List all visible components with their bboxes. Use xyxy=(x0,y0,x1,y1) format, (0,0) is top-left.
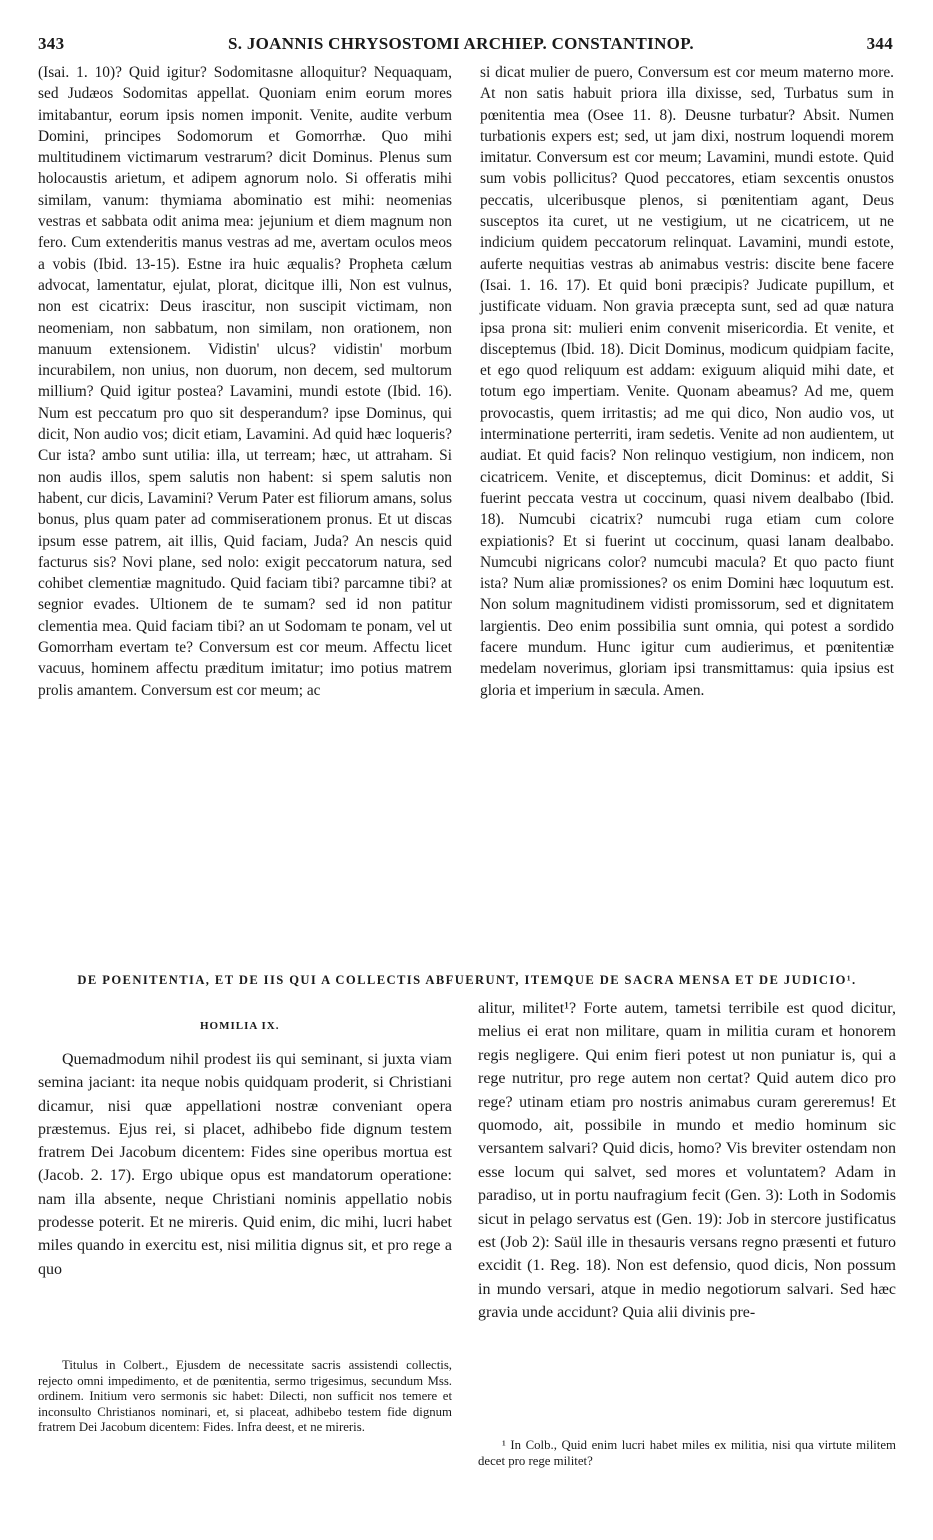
left-column-bottom-text: Quemadmodum nihil prodest iis qui seminant, si juxta viam semina jaciant: ita neque nobis quidquam proderit, si Christiani dicamur, nisi quæ appellationi nostræ conveniant opera præstemus. Ejus rei, si placet, adhibebo fide dignum testem fratrem Dei Jacobum dicentem: Fides sine operibus mortua est (Jacob. 2. 17). Ergo ubique opus est mandatorum operatione: nam illa absente, neque Christiani nominis appellatio nobis prodesse poterit. Et ne mireris. Quid enim, dic mihi, lucri habet miles quando in exercitu est, nisi militia dignus sit, et pro rege a quo xyxy=(38,1051,452,1278)
footnote-left-text: Titulus in Colbert., Ejusdem de necessitate sacris assistendi collectis, rejecto omni impedimento, et de pœnitentia, sermo trigesimus, secundum Mss. ordinem. Initium vero sermonis sic habet: Dilecti, non sufficit nos temere et inconsulto Christianos nominari, et, si placeat, adhibebo testem fide dignum fratrem Dei Jacobum dicentem: Fides. Infra deest, et ne mireris. xyxy=(38,1358,452,1434)
homily-label: HOMILIA IX. xyxy=(200,1020,280,1032)
right-column-bottom xyxy=(478,997,896,1427)
right-column-top xyxy=(480,62,894,942)
left-column-top xyxy=(38,62,452,942)
footnote-left xyxy=(38,1358,452,1436)
right-column-top-text: si dicat mulier de puero, Conversum est cor meum materno more. At non satis habuit priora illa dixisse, sed, Turbatus sum in pœnitentia mea (Osee 11. 8). Deusne turbatur? Absit. Numen turbationis expers est; sed, ut jam dixi, nostrum loquendi morem imitatur. Conversum est cor meum; Lavamini, mundi estote. Quid sum vobis pollicitus? Quod peccatores, etiam sexcentis onustos peccatis, ulceribusque plenos, si pœnitentiam agant, Deus susceptos ita curet, ut ne vestigium, ut ne cicatricem, ut ne indicium quidem peccatorum relinquat. Lavamini, mundi estote, auferte nequitias vestras ab animabus vestris: discite bene facere (Isai. 1. 16. 17). Et quid boni præcipis? Judicate pupillum, et justificate viduam. Non gravia præcepta sunt, sed ad quæ natura ipsa prona sit: mulieri enim convenit misericordia. Et venite, et disceptemus (Ibid. 18). Dicit Dominus, modicum quidpiam facite, et ego quod reliquum est addam: exiguum aliquid mihi date, et totum ego impertiam. Venite. Quonam abeamus? Ad me, quem provocastis, quem irritastis; ad me qui dico, Non audio vos, ut interminatione perterriti, iram sedetis. Venite ad non audientem, ut audiat. Et quid facis? Non relinquo vestigium, non indicem, non cicatricem. Venite, et disceptemus, dicit Dominus: et addit, Si fuerint peccata vestra ut coccinum, quasi nivem dealbabo (Ibid. 18). Numcubi cicatrix? numcubi ruga etiam cum colore expiationis? Et si fuerint ut coccinum, quasi lanam dealbabo. Numcubi nigricans color? numcubi macula? Et quo pacto fiunt ista? Num aliæ promissiones? os enim Domini hæc loquutum est. Non solum magnitudinem vidisti promissorum, sed et dignitatem largientis. Deo enim possibilia sunt omnia, qui potest a sordido facere mundum. Hunc igitur cum audierimus, et pœnitentiæ medelam noverimus, gloriam ipsi transmittamus: quia ipsius est gloria et imperium in sæcula. Amen. xyxy=(480,64,894,699)
running-head xyxy=(38,34,893,56)
page-number-left: 343 xyxy=(38,34,65,53)
footnote-right xyxy=(478,1438,896,1469)
right-column-bottom-text: alitur, militet¹? Forte autem, tametsi terribile est quod dicitur, melius ei erat non militare, quam in militia curam et honorem regis negligere. Qui enim fieri potest ut non puniatur is, qui a rege nutritur, pro rege autem non certat? Quid autem dico pro rege? utinam etiam pro nostris animabus curam gereremus! Et quomodo, ait, possibile in mundo et medio hominum sic versantem salvari? Quid dicis, homo? Vis breviter ostendam non esse locum qui salvet, sed mores et voluntatem? Adam in paradiso, ut in portu naufragium fecit (Gen. 3): Loth in Sodomis sicut in pelago servatus est (Gen. 19): Job in stercore justificatus est (Job 2): Saül ille in thesauris versans regno præsenti et futuro excidit (1. Reg. 18). Non est defensio, quod dicis, Non possum in mundo versari, atque in medio negotiorum salvari. Sed hæc gravia unde accidunt? Quia alii divinis pre- xyxy=(478,1000,896,1322)
left-column-bottom xyxy=(38,1048,452,1288)
footnote-right-text: ¹ In Colb., Quid enim lucri habet miles ex militia, nisi qua virtute militem decet pro rege militet? xyxy=(478,1438,896,1468)
section-title: DE POENITENTIA, ET DE IIS QUI A COLLECTIS ABFUERUNT, ITEMQUE DE SACRA MENSA ET DE JUDICIO¹. xyxy=(77,973,857,987)
running-title: S. JOANNIS CHRYSOSTOMI ARCHIEP. CONSTANTINOP. xyxy=(228,34,694,53)
left-column-top-text: (Isai. 1. 10)? Quid igitur? Sodomitasne alloquitur? Nequaquam, sed Judæos Sodomitas appellat. Quoniam enim eorum mores imitabantur, eorum ipsis nomen imponit. Venite, audite verbum Domini, principes Sodomorum et Gomorrhæ. Quo mihi multitudinem victimarum vestrarum? dicit Dominus. Plenus sum holocaustis arietum, et adipem agnorum nolo. Si offeratis mihi similam, vanum: thymiama abominatio est mihi: neomenias vestras et sabbata odit anima mea: jejunium et diem magnum non fero. Cum extenderitis manus vestras ad me, avertam oculos meos a vobis (Ibid. 13-15). Estne ira huic æqualis? Propheta cælum advocat, lamentatur, ejulat, plorat, dicitque illi, Non est vulnus, non est cicatrix: Deus irascitur, non suscipit victimam, non neomeniam, non sabbatum, non similam, non orationem, non manuum extensionem. Vidistin' ulcus? vidistin' morbum incurabilem, non unius, non duorum, non decem, sed multorum millium? Quid igitur postea? Lavamini, mundi estote (Ibid. 16). Num est peccatum pro quo sit desperandum? ipse Dominus, qui dicit, Non audio vos; dicit etiam, Lavamini. Ad quid hæc loqueris? Cur ista? ambo sunt utilia: illa, ut terream; hæc, ut attraham. Si non audis illos, spem salutis non habent: si spem salutis non habent, cur dicis, Lavamini? Verum Pater est filiorum amans, solus bonus, plus quam pater ad commiserationem pronus. Et ut discas ipsum esse patrem, ait illis, Quid faciam, Juda? An nescis quid facturus sis? Novi plane, sed nolo: exigit peccatorum natura, sed cohibet clementiæ magnitudo. Quid faciam tibi? parcamne tibi? at segnior evades. Ultionem de te sumam? sed id non patitur clementia mea. Quid faciam tibi? an ut Sodomam te ponam, vel ut Gomorrham evertam te? Conversum est cor meum. Affectu licet vacuus, hominem affectu præditum imitatur; imo potius matrem prolis amantem. Conversum est cor meum; ac xyxy=(38,64,452,699)
page-number-right: 344 xyxy=(866,34,893,53)
